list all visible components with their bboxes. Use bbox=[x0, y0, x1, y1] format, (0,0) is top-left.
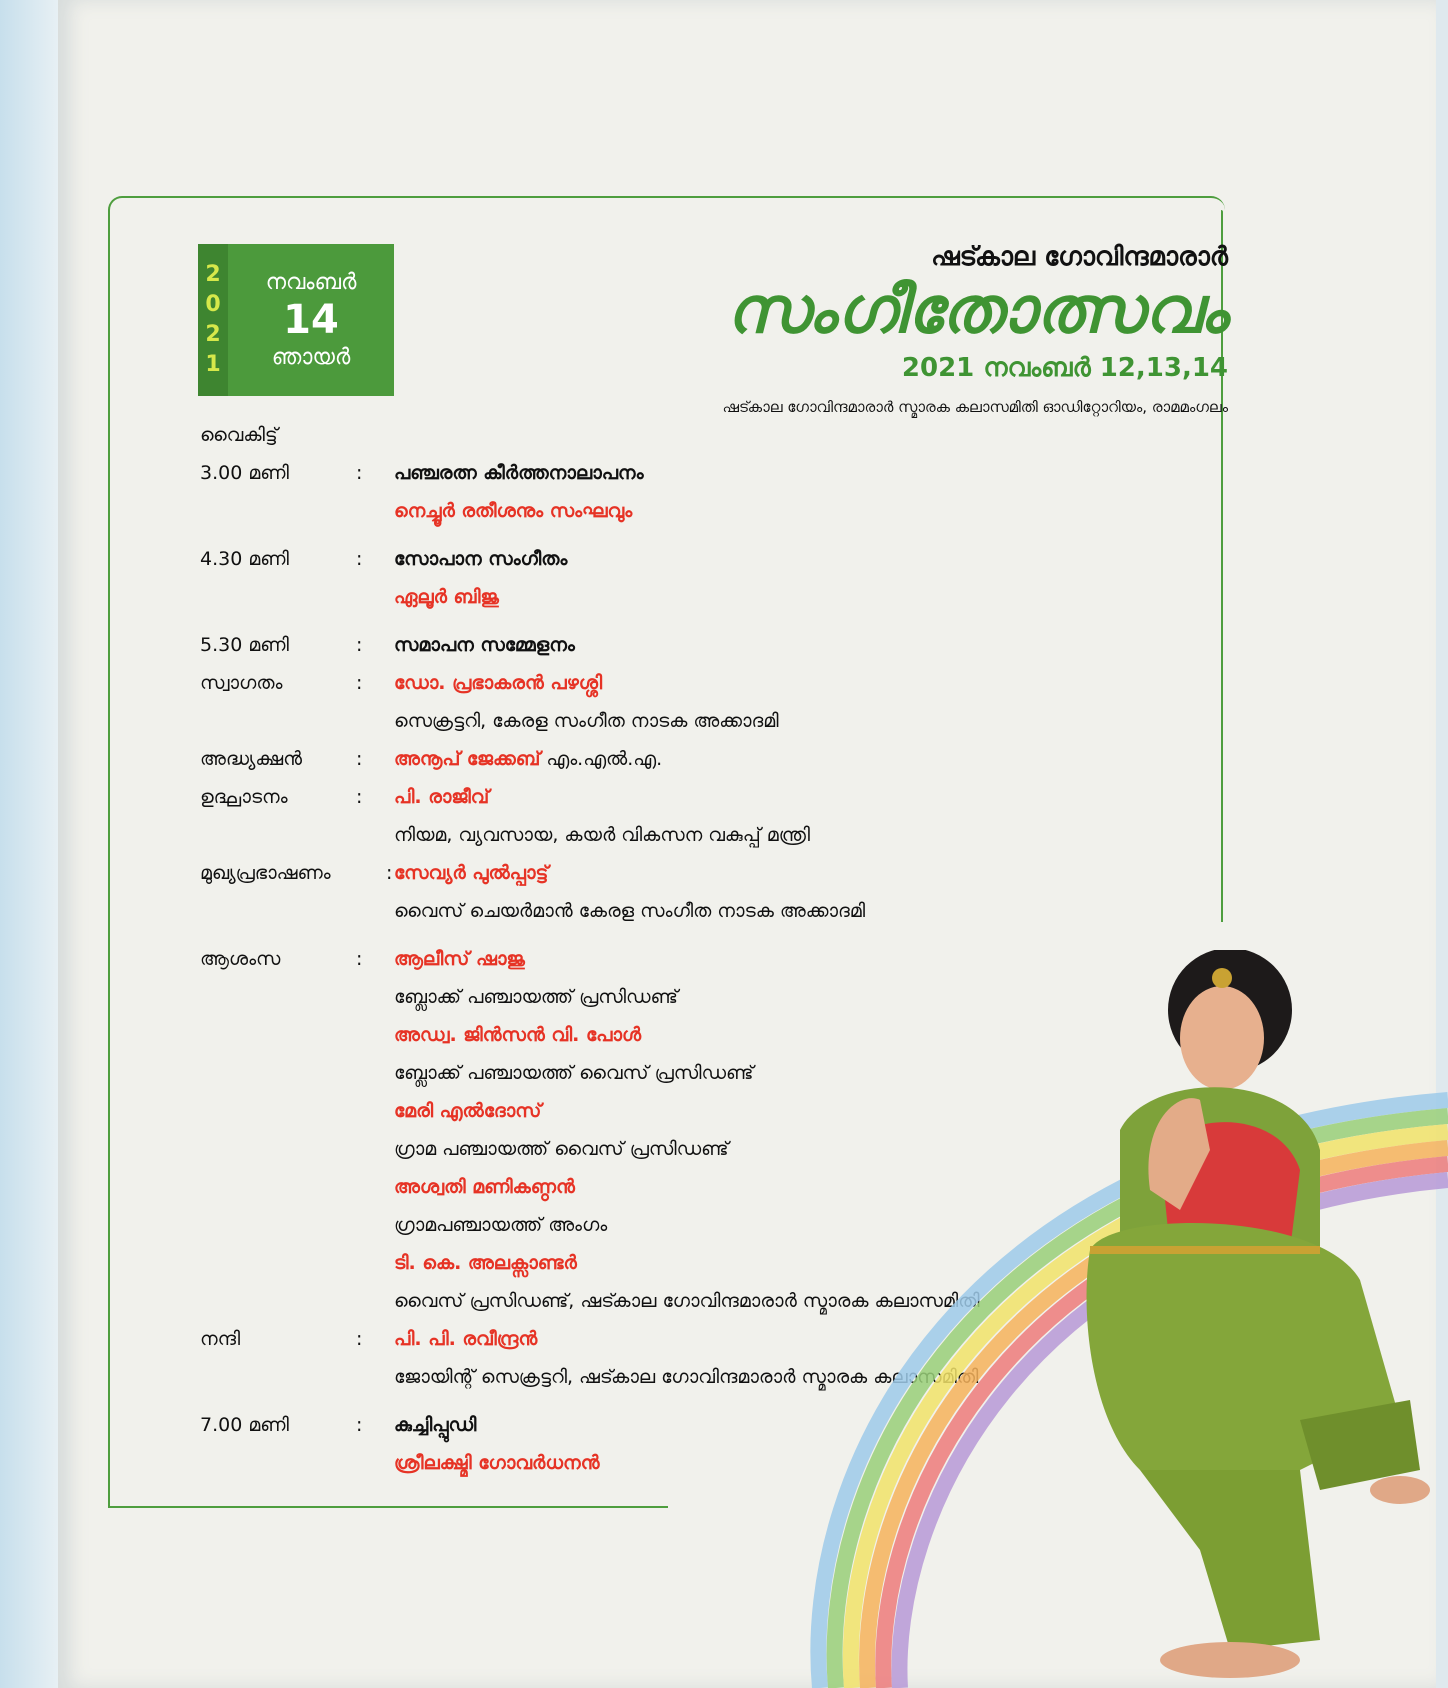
schedule-row bbox=[200, 862, 1200, 900]
speaker-name: അനൂപ് ജേക്കബ് bbox=[394, 748, 541, 770]
schedule-row bbox=[200, 786, 1200, 824]
date-day: 14 bbox=[283, 297, 339, 343]
colon: : bbox=[356, 948, 363, 970]
speaker-name: പി. രാജീവ് bbox=[394, 786, 490, 808]
role-label: സ്വാഗതം bbox=[200, 672, 283, 694]
speaker-role: ഗ്രാമ പഞ്ചായത്ത് വൈസ് പ്രസിഡണ്ട് bbox=[394, 1138, 729, 1160]
time-label: 4.30 മണി bbox=[200, 548, 289, 570]
year-column bbox=[198, 244, 228, 396]
speaker-role: ജോയിന്റ് സെക്രട്ടറി, ഷട്കാല ഗോവിന്ദമാരാർ സ്മാരക കലാസമിതി bbox=[394, 1366, 979, 1388]
date-column bbox=[228, 244, 394, 396]
role-label: ഉദ്ഘാടനം bbox=[200, 786, 288, 808]
speaker-name: പി. പി. രവീന്ദ്രൻ bbox=[394, 1328, 538, 1350]
time-label: 5.30 മണി bbox=[200, 634, 289, 656]
colon: : bbox=[356, 748, 363, 770]
speaker-role: വൈസ് ചെയർമാൻ കേരള സംഗീത നാടക അക്കാദമി bbox=[394, 900, 866, 922]
dancer-figure bbox=[1087, 950, 1430, 1678]
speaker-role: ഗ്രാമപഞ്ചായത്ത് അംഗം bbox=[394, 1214, 608, 1236]
green-frame-bottom bbox=[108, 1506, 668, 1508]
speaker-role: സെക്രട്ടറി, കേരള സംഗീത നാടക അക്കാദമി bbox=[394, 710, 779, 732]
speaker-name: ആലീസ് ഷാജു bbox=[394, 948, 525, 970]
dancer-rainbow-illustration bbox=[760, 950, 1448, 1688]
date-month: നവംബർ bbox=[265, 270, 357, 295]
festival-dates: 2021 നവംബർ 12,13,14 bbox=[901, 353, 1228, 383]
schedule-row bbox=[200, 672, 1200, 710]
speaker-suffix: എം.എൽ.എ. bbox=[546, 748, 663, 770]
time-label: 3.00 മണി bbox=[200, 462, 289, 484]
program-title: കുച്ചിപ്പുഡി bbox=[394, 1414, 477, 1436]
speaker-role: വൈസ് പ്രസിഡണ്ട്, ഷട്കാല ഗോവിന്ദമാരാർ സ്മാരക കലാസമിതി bbox=[394, 1290, 980, 1312]
session-label-row bbox=[200, 424, 1200, 462]
year-digit: 1 bbox=[205, 352, 221, 377]
program-title: സോപാന സംഗീതം bbox=[394, 548, 568, 570]
colon: : bbox=[356, 672, 363, 694]
colon: : bbox=[356, 462, 363, 484]
date-box bbox=[198, 244, 394, 396]
speaker-name: അഡ്വ. ജിൻസൻ വി. പോൾ bbox=[394, 1024, 642, 1046]
festival-title: സംഗീതോത്സവം bbox=[726, 274, 1228, 348]
schedule-row bbox=[200, 748, 1200, 786]
colon: : bbox=[356, 786, 363, 808]
speaker-name: മേരി എൽദോസ് bbox=[394, 1100, 542, 1122]
colon: : bbox=[356, 1328, 363, 1350]
speaker-name: ടി. കെ. അലക്സാണ്ടർ bbox=[394, 1252, 577, 1274]
festival-subtitle: ഷട്കാല ഗോവിന്ദമാരാർ bbox=[931, 242, 1228, 272]
paper-edge bbox=[0, 0, 58, 1688]
time-label: 7.00 മണി bbox=[200, 1414, 289, 1436]
speaker-role: ബ്ലോക്ക് പഞ്ചായത്ത് വൈസ് പ്രസിഡണ്ട് bbox=[394, 1062, 754, 1084]
performer-name: നെച്ചൂർ രതീശനും സംഘവും bbox=[394, 500, 633, 522]
year-digit: 2 bbox=[205, 322, 221, 347]
session-label: വൈകിട്ട് bbox=[200, 424, 278, 446]
colon: : bbox=[356, 548, 363, 570]
performer-row bbox=[200, 586, 1200, 624]
role-label: അദ്ധ്യക്ഷൻ bbox=[200, 748, 302, 770]
year-digit: 2 bbox=[205, 262, 221, 287]
performer-name: ശ്രീലക്ഷ്മി ഗോവർധനൻ bbox=[394, 1452, 600, 1474]
colon: : bbox=[386, 862, 393, 884]
festival-header bbox=[722, 242, 1228, 416]
role-label: മുഖ്യപ്രഭാഷണം bbox=[200, 862, 331, 884]
speaker-role: ബ്ലോക്ക് പഞ്ചായത്ത് പ്രസിഡണ്ട് bbox=[394, 986, 678, 1008]
program-title: സമാപന സമ്മേളനം bbox=[394, 634, 575, 656]
speaker-name: സേവ്യർ പുൽപ്പാട്ട് bbox=[394, 862, 549, 884]
role-label: നന്ദി bbox=[200, 1328, 241, 1350]
festival-venue: ഷട്കാല ഗോവിന്ദമാരാർ സ്മാരക കലാസമിതി ഓഡിറ്റോറിയം, രാമമംഗലം bbox=[722, 398, 1228, 416]
performer-row bbox=[200, 500, 1200, 538]
speaker-role: നിയമ, വ്യവസായ, കയർ വികസന വകുപ്പ് മന്ത്രി bbox=[394, 824, 811, 846]
schedule-row bbox=[200, 634, 1200, 672]
speaker-name: ഡോ. പ്രഭാകരൻ പഴശ്ശി bbox=[394, 672, 603, 694]
schedule-row bbox=[200, 462, 1200, 500]
schedule-row bbox=[200, 548, 1200, 586]
program-title: പഞ്ചരത്ന കീർത്തനാലാപനം bbox=[394, 462, 644, 484]
date-weekday: ഞായർ bbox=[271, 345, 351, 370]
role-label: ആശംസ bbox=[200, 948, 281, 970]
performer-name: ഏലൂർ ബിജു bbox=[394, 586, 499, 608]
colon: : bbox=[356, 634, 363, 656]
speaker-line bbox=[394, 748, 1200, 770]
speaker-name: അശ്വതി മണികണ്ഠൻ bbox=[394, 1176, 575, 1198]
year-digit: 0 bbox=[205, 292, 221, 317]
colon: : bbox=[356, 1414, 363, 1436]
